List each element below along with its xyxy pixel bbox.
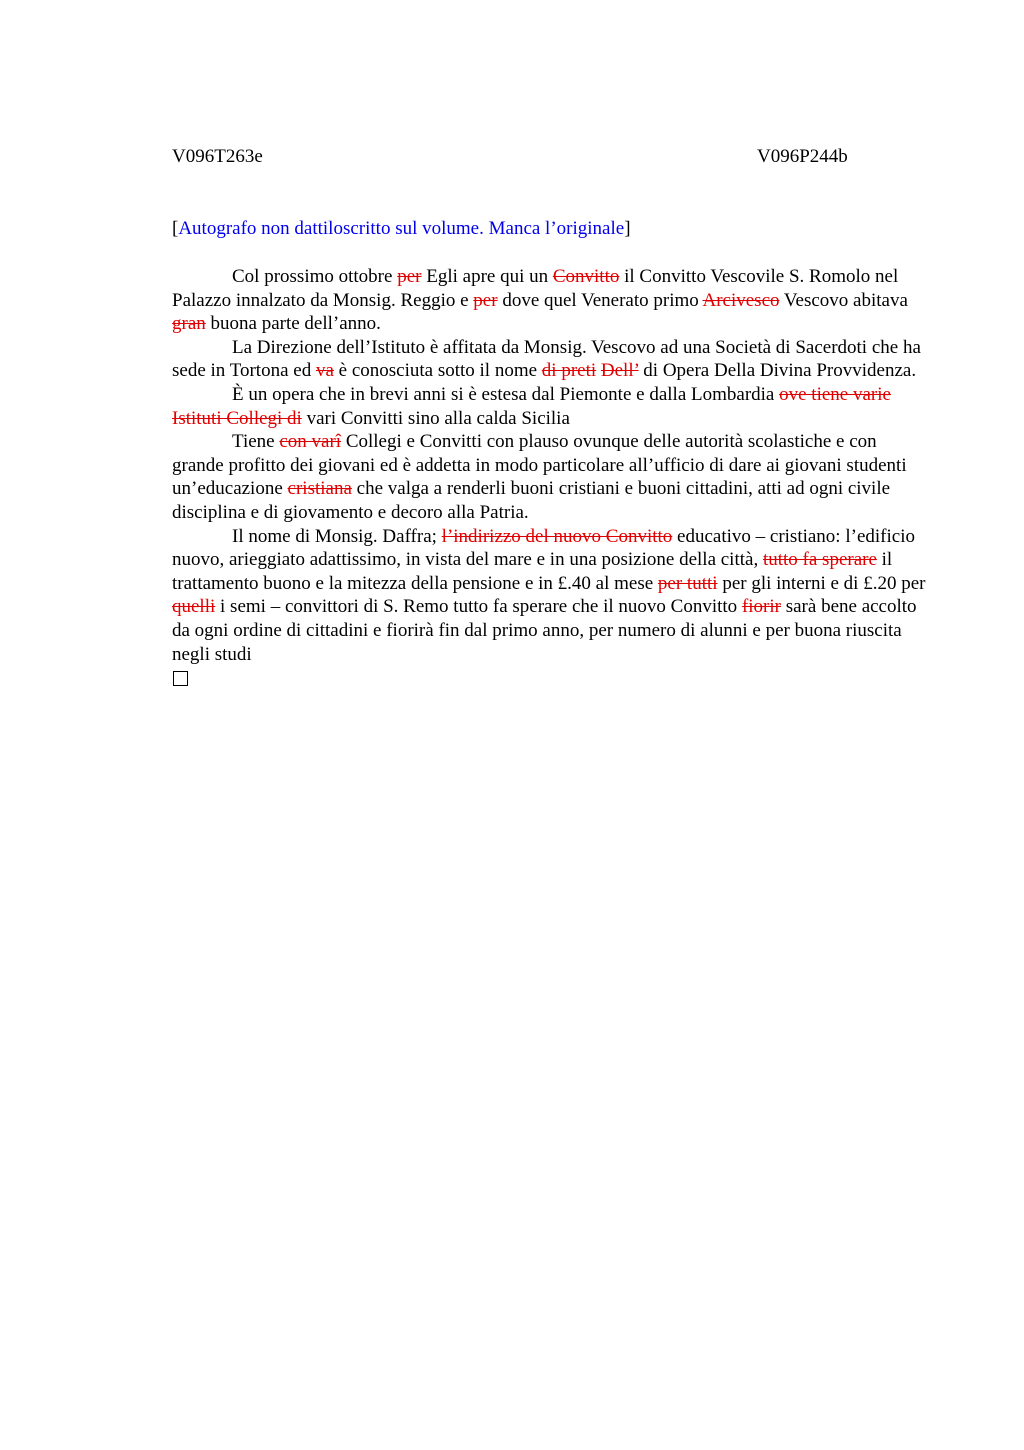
- text-segment: educativo – cristiano: l’edificio nuovo, arieggiato adattissimo, in vista del mare e in una posizione della città,: [172, 525, 915, 571]
- deleted-text: tutto fa sperare: [762, 549, 877, 571]
- empty-box-icon: [173, 671, 188, 686]
- text-segment: è conosciuta sotto il nome: [333, 360, 542, 382]
- deleted-text: cristiana: [287, 478, 352, 500]
- text-segment: buona parte dell’anno.: [205, 313, 381, 335]
- text-segment: dove quel Venerato primo: [497, 289, 703, 311]
- deleted-text: per: [397, 266, 422, 287]
- deleted-text: fiorir: [741, 596, 781, 618]
- deleted-text: ove tiene varie Istituti Collegi di: [172, 383, 891, 429]
- deleted-text: va: [315, 360, 334, 382]
- paragraph-4: [172, 430, 932, 524]
- deleted-text: per tutti: [657, 572, 718, 594]
- deleted-text: per: [473, 289, 498, 311]
- text-segment: vari Convitti sino alla calda Sicilia: [301, 407, 570, 429]
- text-segment: Vescovo abitava: [779, 289, 908, 311]
- document-code-right: V096P244b: [757, 146, 848, 167]
- deleted-text: con varî: [279, 431, 342, 453]
- deleted-text: Dell’: [600, 360, 639, 382]
- note-text: Autografo non dattiloscritto sul volume. Manca l’originale: [178, 218, 625, 239]
- text-segment: per gli interni e di £.20 per: [717, 572, 926, 594]
- paragraph-3: [172, 383, 932, 430]
- text-segment: Tiene: [232, 431, 280, 453]
- paragraph-2: [172, 336, 932, 383]
- document-page: [172, 145, 932, 665]
- paragraph-5: [172, 525, 932, 667]
- text-segment: Col prossimo ottobre: [232, 266, 398, 287]
- text-segment: sarà bene accolto da ogni ordine di cittadini e fiorirà fin dal primo anno, per numero di alunni e per buona riuscita negli studi: [172, 596, 917, 665]
- deleted-text: gran: [172, 313, 206, 335]
- deleted-text: Convitto: [552, 266, 620, 287]
- deleted-text: quelli: [172, 596, 216, 618]
- text-segment: Collegi e Convitti con plauso ovunque delle autorità scolastiche e con grande profitto dei giovani ed è addetta in modo particolare all’ufficio di dare ai giovani studenti un’educazione: [172, 431, 907, 500]
- text-segment: il Convitto Vescovile S. Romolo nel Palazzo innalzato da Monsig. Reggio e: [172, 266, 899, 311]
- deleted-text: Arcivesco: [702, 289, 780, 311]
- text-segment: Il nome di Monsig. Daffra;: [232, 525, 442, 547]
- document-body: [172, 265, 932, 686]
- text-segment: Egli apre qui un: [421, 266, 553, 287]
- text-segment: che valga a renderli buoni cristiani e buoni cittadini, atti ad ogni civile disciplina e di giovamento e decoro alla Patria.: [172, 478, 891, 523]
- note-close-bracket: ]: [624, 218, 631, 239]
- text-segment: È un opera che in brevi anni si è estesa dal Piemonte e dalla Lombardia: [232, 383, 780, 405]
- deleted-text: di preti: [541, 360, 597, 382]
- text-segment: il trattamento buono e la mitezza della pensione e in £.40 al mese: [172, 549, 893, 594]
- editorial-note: [172, 217, 631, 241]
- text-segment: di Opera Della Divina Provvidenza.: [638, 360, 917, 382]
- text-segment: La Direzione dell’Istituto è affitata da Monsig. Vescovo ad una Società di Sacerdoti che ha sede in Tortona ed: [172, 336, 921, 382]
- document-header: [172, 145, 932, 171]
- text-segment: i semi – convittori di S. Remo tutto fa sperare che il nuovo Convitto: [215, 596, 742, 618]
- document-code-left: V096T263e: [172, 146, 263, 167]
- deleted-text: l’indirizzo del nuovo Convitto: [441, 525, 673, 547]
- note-open-bracket: [: [172, 218, 179, 239]
- paragraph-1: [172, 265, 932, 336]
